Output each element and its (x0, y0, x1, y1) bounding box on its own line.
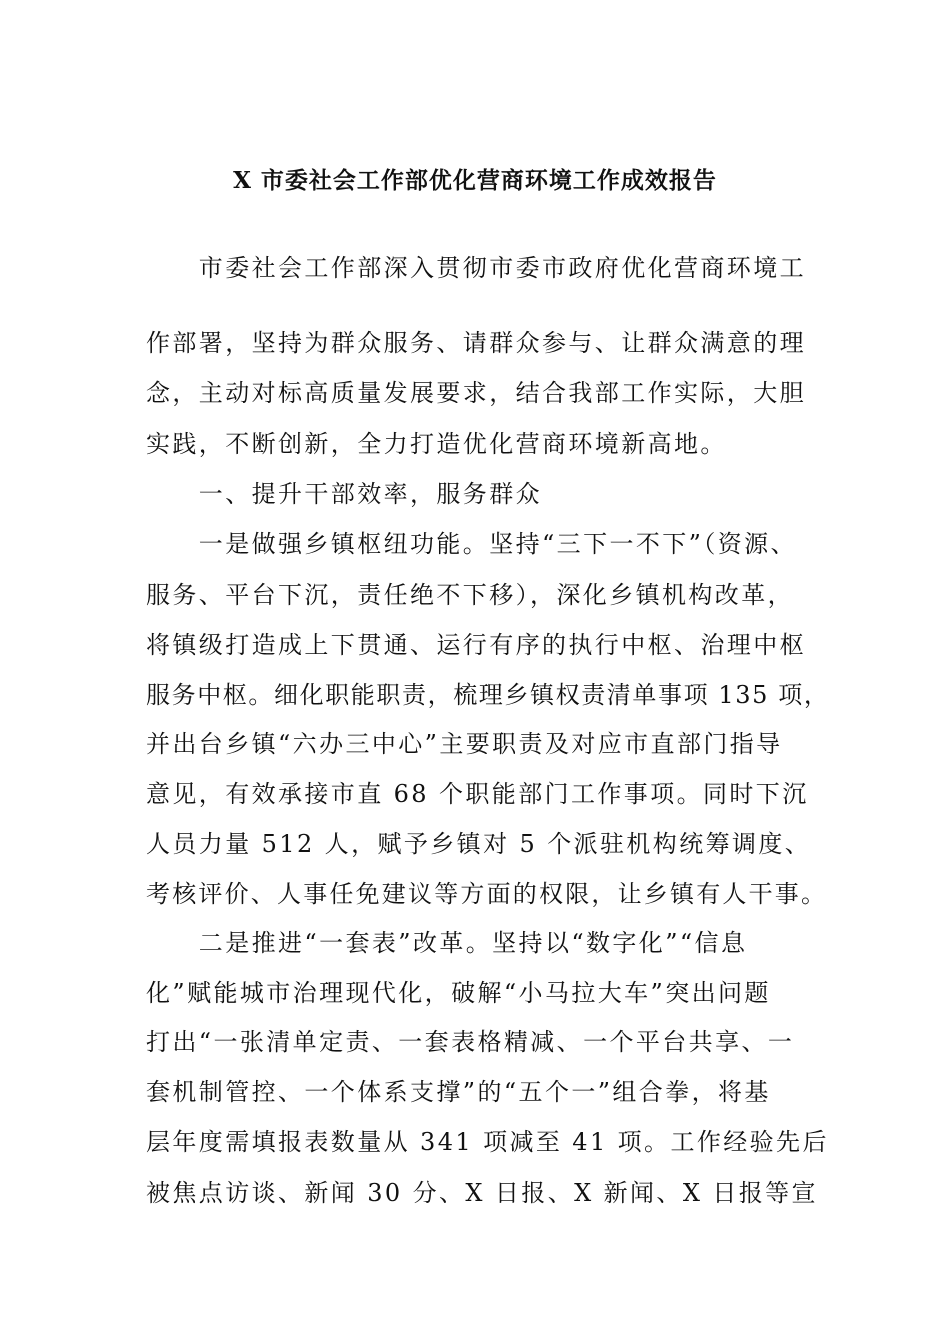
paragraph-line: 层年度需填报表数量从 341 项减至 41 项。工作经验先后 (146, 1128, 829, 1156)
document-title: X 市委社会工作部优化营商环境工作成效报告 (233, 167, 717, 194)
paragraph-line: 套机制管控、一个体系支撑”的“五个一”组合拳，将基 (146, 1078, 771, 1106)
paragraph-line: 二是推进“一套表”改革。坚持以“数字化”“信息 (146, 929, 748, 957)
paragraph-line: 考核评价、人事任免建议等方面的权限，让乡镇有人干事。 (146, 880, 828, 908)
paragraph-line: 服务中枢。细化职能职责，梳理乡镇权责清单事项 135 项， (146, 681, 830, 709)
paragraph-line: 人员力量 512 人，赋予乡镇对 5 个派驻机构统筹调度、 (146, 830, 812, 858)
paragraph-line: 念，主动对标高质量发展要求，结合我部工作实际，大胆 (146, 379, 806, 407)
paragraph-line: 意见，有效承接市直 68 个职能部门工作事项。同时下沉 (146, 780, 809, 808)
paragraph-line: 一是做强乡镇枢纽功能。坚持“三下一不下”（资源、 (146, 530, 797, 558)
paragraph-line: 打出“一张清单定责、一套表格精减、一个平台共享、一 (146, 1028, 795, 1056)
paragraph-line: 将镇级打造成上下贯通、运行有序的执行中枢、治理中枢 (146, 631, 806, 659)
paragraph-line: 作部署，坚持为群众服务、请群众参与、让群众满意的理 (146, 329, 806, 357)
paragraph-line: 化”赋能城市治理现代化，破解“小马拉大车”突出问题 (146, 979, 771, 1007)
paragraph-line: 市委社会工作部深入贯彻市委市政府优化营商环境工 (146, 254, 806, 282)
section-heading: 一、提升干部效率，服务群众 (146, 480, 542, 508)
paragraph-line: 实践，不断创新，全力打造优化营商环境新高地。 (146, 430, 727, 458)
paragraph-line: 并出台乡镇“六办三中心”主要职责及对应市直部门指导 (146, 730, 783, 758)
paragraph-line: 被焦点访谈、新闻 30 分、X 日报、X 新闻、X 日报等宣 (146, 1179, 818, 1207)
paragraph-line: 服务、平台下沉，责任绝不下移），深化乡镇机构改革， (146, 581, 794, 609)
